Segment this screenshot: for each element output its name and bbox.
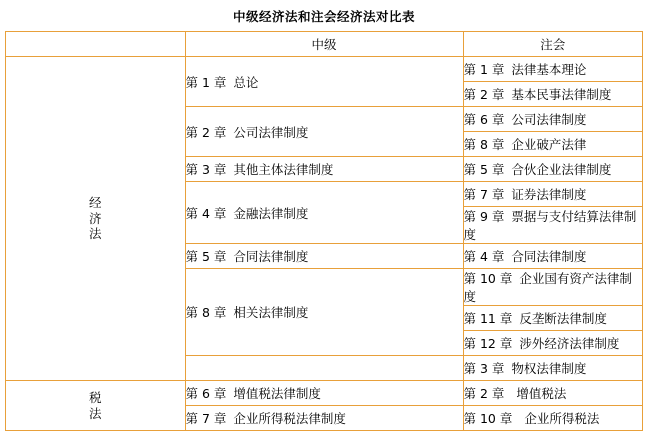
cpa-chapter: 第 8 章 xyxy=(463,137,505,152)
cpa-chapter: 第 6 章 xyxy=(463,112,505,127)
cpa-name: 反垄断法律制度 xyxy=(519,311,607,326)
cpa-name: 合同法律制度 xyxy=(511,249,587,264)
cpa-chapter: 第 2 章 xyxy=(463,386,505,401)
level-cell xyxy=(185,269,463,356)
cpa-chapter: 第 1 章 xyxy=(463,62,505,77)
level-chapter: 第 8 章 xyxy=(185,305,227,320)
cpa-cell xyxy=(463,381,643,406)
cpa-name: 涉外经济法律制度 xyxy=(519,336,620,351)
category-char-1: 经 xyxy=(88,195,102,211)
cpa-name: 票据与支付结算法律制度 xyxy=(463,209,637,242)
level-cell xyxy=(185,157,463,182)
cpa-cell xyxy=(463,331,643,356)
cpa-cell xyxy=(463,406,643,431)
level-cell xyxy=(185,57,463,107)
cpa-cell xyxy=(463,57,643,82)
level-chapter: 第 6 章 xyxy=(185,386,227,401)
cpa-name: 法律基本理论 xyxy=(511,62,587,77)
cpa-chapter: 第 4 章 xyxy=(463,249,505,264)
cpa-chapter: 第 5 章 xyxy=(463,162,505,177)
level-chapter: 第 3 章 xyxy=(185,162,227,177)
level-chapter: 第 5 章 xyxy=(185,249,227,264)
cpa-name: 基本民事法律制度 xyxy=(511,87,612,102)
level-name: 总论 xyxy=(233,74,259,90)
cpa-cell xyxy=(463,182,643,207)
cpa-name: 企业所得税法 xyxy=(524,411,600,426)
level-name: 增值税法律制度 xyxy=(233,386,321,401)
level-name: 企业所得税法律制度 xyxy=(233,411,346,426)
level-name: 金融法律制度 xyxy=(233,205,309,221)
cpa-cell xyxy=(463,157,643,182)
table-row xyxy=(6,381,643,406)
cpa-cell xyxy=(463,107,643,132)
category-economic-law xyxy=(6,57,186,381)
level-name: 合同法律制度 xyxy=(233,249,309,264)
cpa-name: 增值税法 xyxy=(516,386,567,401)
cpa-name: 企业国有资产法律制度 xyxy=(463,271,632,304)
cpa-name: 企业破产法律 xyxy=(511,137,587,152)
cpa-chapter: 第 2 章 xyxy=(463,87,505,102)
cpa-cell xyxy=(463,132,643,157)
cpa-name: 证券法律制度 xyxy=(511,187,587,202)
cpa-cell xyxy=(463,207,643,244)
level-name: 公司法律制度 xyxy=(233,124,309,140)
level-cell xyxy=(185,406,463,431)
table-row xyxy=(6,57,643,82)
cpa-name: 公司法律制度 xyxy=(511,112,587,127)
header-category xyxy=(6,32,186,57)
cpa-chapter: 第 3 章 xyxy=(463,361,505,376)
level-name: 相关法律制度 xyxy=(233,305,309,320)
header-cpa: 注会 xyxy=(463,32,643,57)
page-title: 中级经济法和注会经济法对比表 xyxy=(232,9,415,24)
cpa-cell xyxy=(463,269,643,306)
level-cell-empty xyxy=(185,356,463,381)
category-char-2: 法 xyxy=(88,405,102,421)
cpa-chapter: 第 11 章 xyxy=(463,311,513,326)
level-chapter: 第 1 章 xyxy=(185,74,227,90)
cpa-chapter: 第 10 章 xyxy=(463,271,513,286)
level-chapter: 第 2 章 xyxy=(185,124,227,140)
category-char-2: 济 xyxy=(88,210,102,226)
header-intermediate: 中级 xyxy=(185,32,463,57)
category-char-1: 税 xyxy=(88,389,102,405)
cpa-cell xyxy=(463,82,643,107)
cpa-cell-highlight xyxy=(463,356,643,381)
cpa-cell xyxy=(463,306,643,331)
category-tax-law xyxy=(6,381,186,431)
level-chapter: 第 7 章 xyxy=(185,411,227,426)
level-cell xyxy=(185,182,463,244)
level-cell xyxy=(185,381,463,406)
level-name: 其他主体法律制度 xyxy=(233,162,334,177)
cpa-chapter: 第 9 章 xyxy=(463,209,505,224)
cpa-chapter: 第 10 章 xyxy=(463,411,513,426)
cpa-chapter: 第 12 章 xyxy=(463,336,513,351)
level-cell xyxy=(185,107,463,157)
comparison-table xyxy=(5,31,643,431)
cpa-name: 合伙企业法律制度 xyxy=(511,162,612,177)
table-header-row xyxy=(6,32,643,57)
cpa-name: 物权法律制度 xyxy=(511,361,587,376)
category-char-3: 法 xyxy=(88,226,102,242)
cpa-chapter: 第 7 章 xyxy=(463,187,505,202)
cpa-cell xyxy=(463,244,643,269)
level-chapter: 第 4 章 xyxy=(185,205,227,221)
level-cell xyxy=(185,244,463,269)
